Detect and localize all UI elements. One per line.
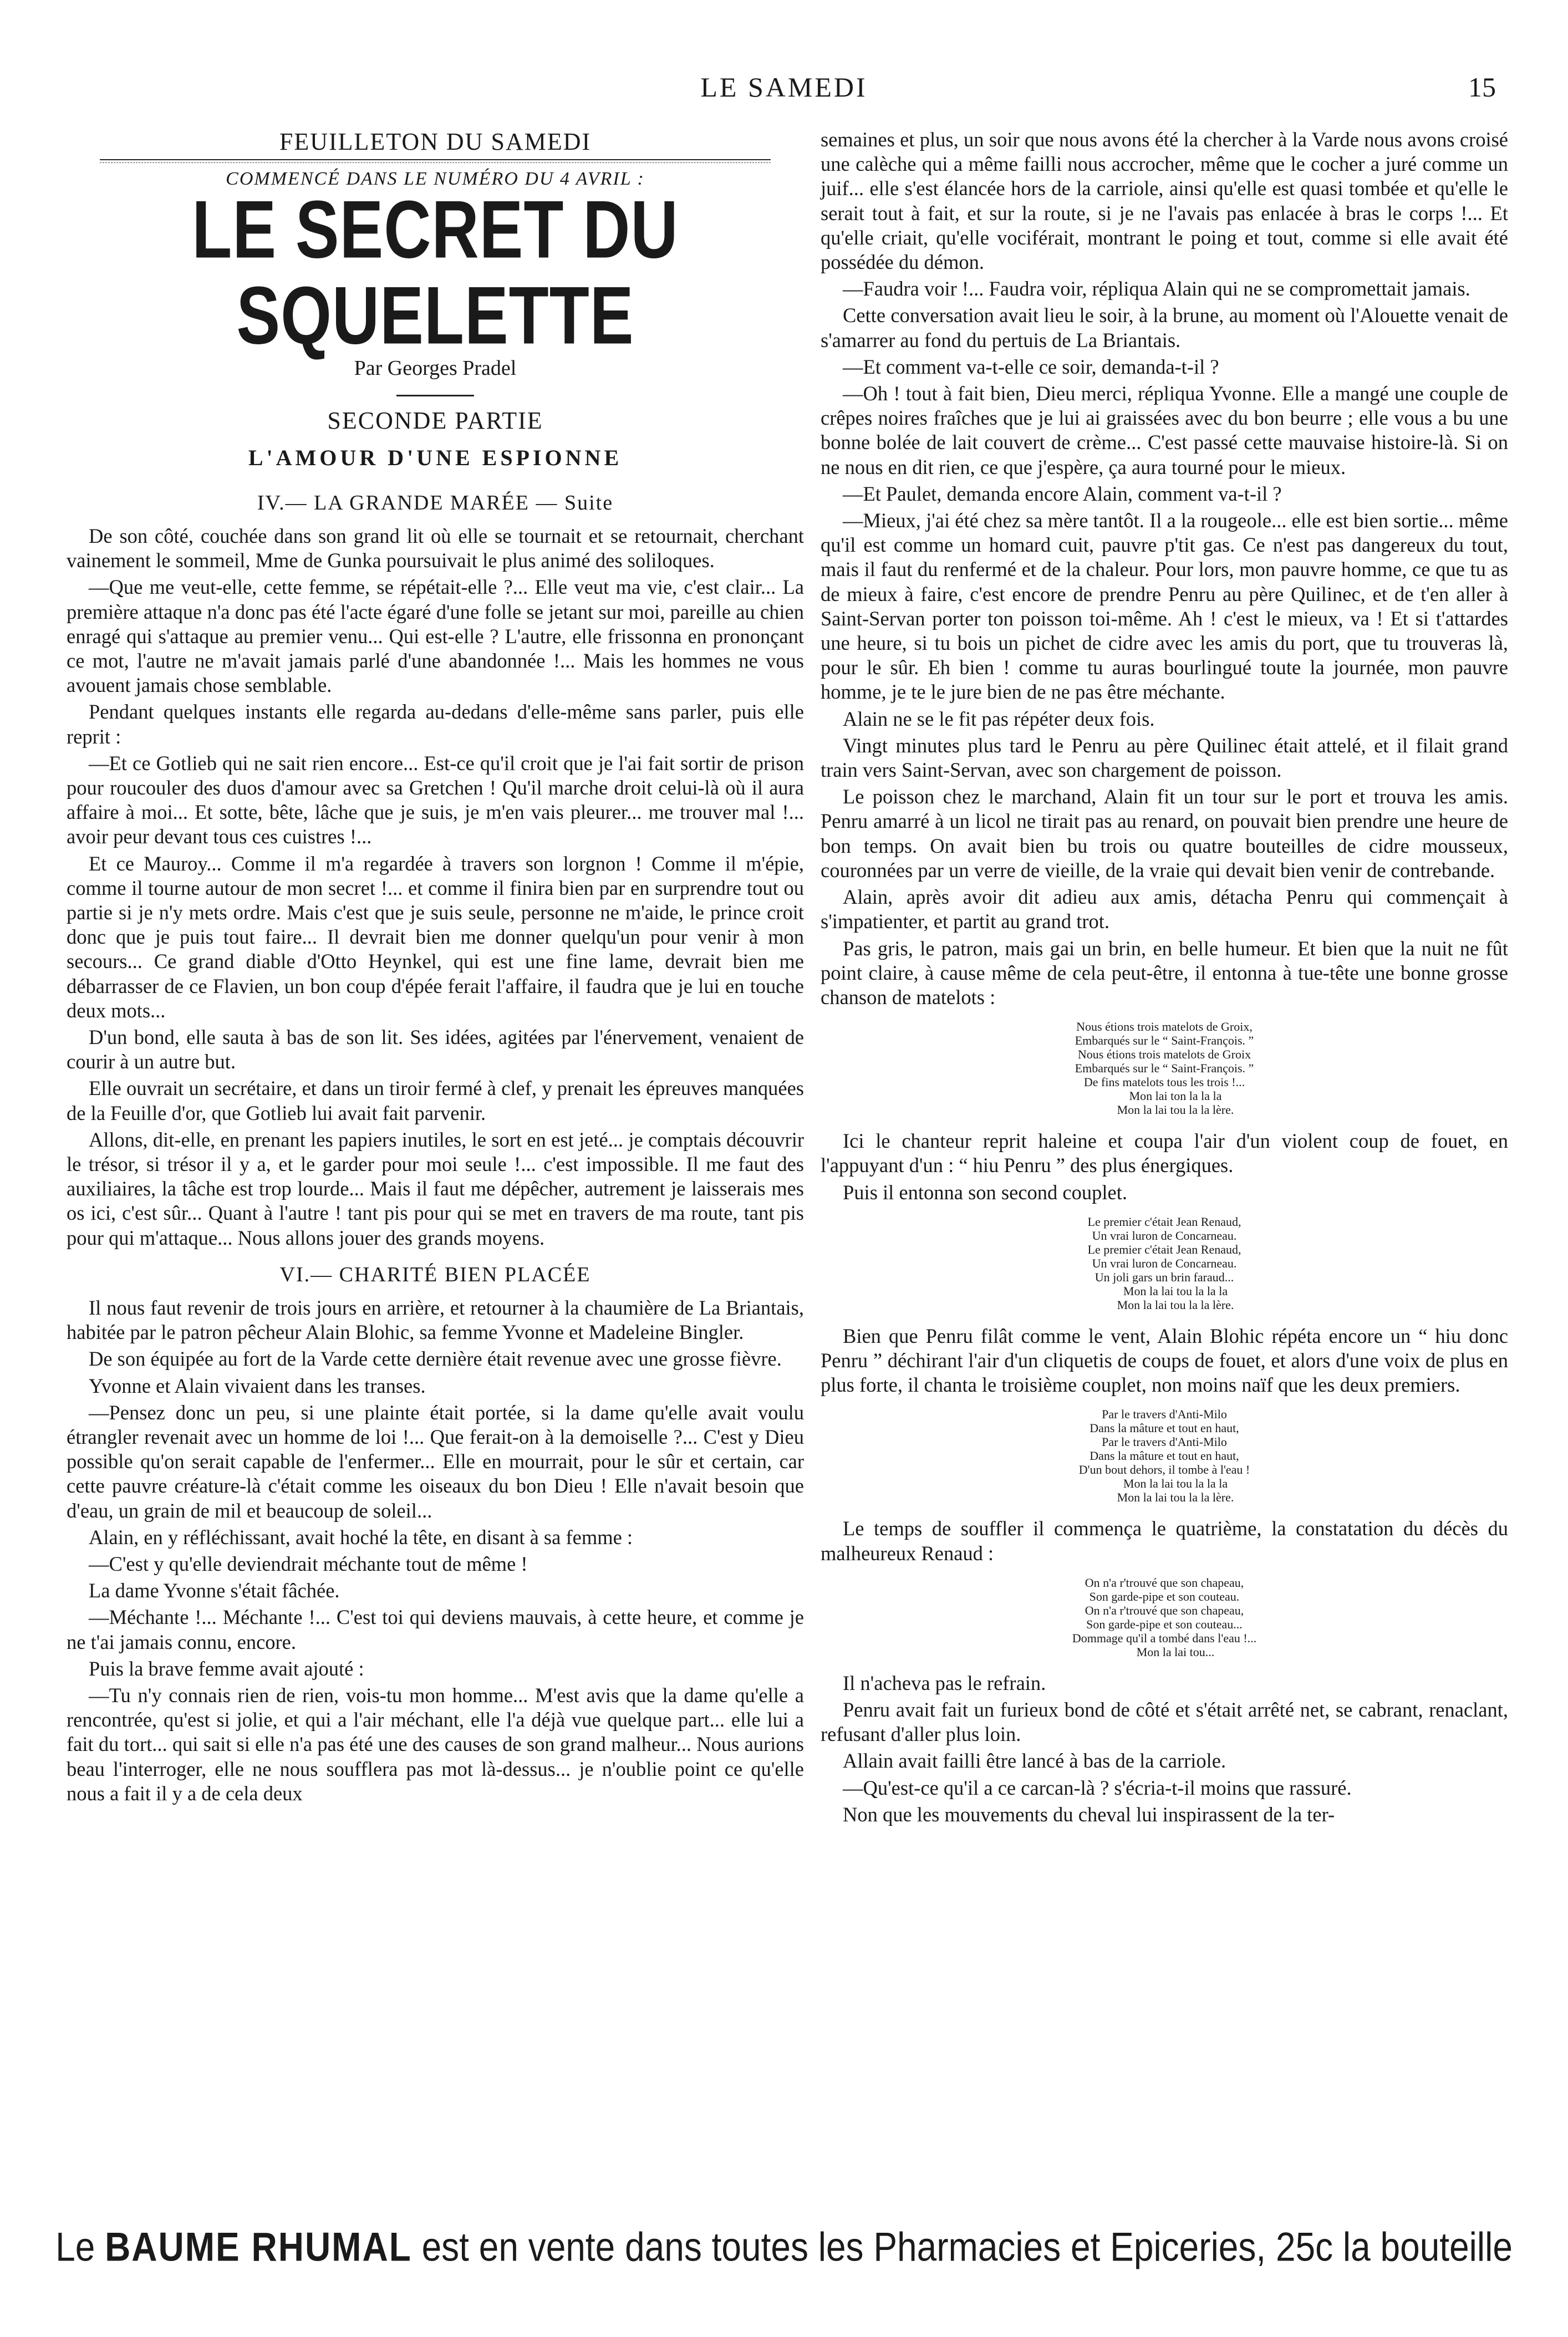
paragraph: D'un bond, elle sauta à bas de son lit. Ses idées, agitées par l'énervement, venaient de courir à un autre but. <box>67 1026 804 1073</box>
song-verse-4 <box>821 1576 1508 1659</box>
song-line: Nous étions trois matelots de Groix <box>1077 1047 1251 1062</box>
paragraph: —Mieux, j'ai été chez sa mère tantôt. Il a la rougeole... elle est bien sortie... même qu'il est comme un homard cuit, pauvre p'tit gas. Ce n'est pas dangereux du tout, mais il faut du renfermé et de la chaleur. Pour lors, mon pauvre homme, ce que tu as de mieux à faire, c'est encore de prendre Penru au père Quilinec, et de t'en aller à Saint-Servan porter ton poisson toi-même. Ah ! c'est le mieux, va ! Et si t'attardes une heure, si tu bois un pichet de cidre avec les amis du port, que tu trouveras là, pour le sûr. Eh bien ! comme tu auras bourlingué toute la journée, mon pauvre homme, je te le jure bien de ne pas être méchante. <box>821 509 1508 704</box>
paragraph: Le poisson chez le marchand, Alain fit un tour sur le port et trouva les amis. Penru amarré à un licol ne tirait pas au renard, on pouvait bien prendre une heure de bon temps. On avait bien bu trois ou quatre bouteilles de cidre mousseux, couronnées par un verre de vieille, de la vraie qui devait bien venir de contrebande. <box>821 785 1508 882</box>
paragraph: —Oh ! tout à fait bien, Dieu merci, répliqua Yvonne. Elle a mangé une couple de crêpes noires fraîches que je lui ai graissées avec du bon beurre ; elle vous a bu une bonne bolée de lait couvert de crème... C'est passé cette mauvaise histoire-là. Si on ne nous en dit rien, ce que j'espère, ça aura tourné pour le mieux. <box>821 382 1508 478</box>
right-text-block-4 <box>821 1516 1508 1565</box>
song-line: Mon lai ton la la la <box>1129 1089 1222 1103</box>
song-line: Mon la lai tou la la lère. <box>1117 1297 1234 1312</box>
paragraph: Puis la brave femme avait ajouté : <box>89 1657 364 1680</box>
song-line: On n'a r'trouvé que son chapeau, <box>1085 1603 1244 1617</box>
paragraph: Allons, dit-elle, en prenant les papiers inutiles, le sort en est jeté... je comptais découvrir le trésor, si trésor il y a, et le garder pour moi seule !... c'est impossible. Il me faut des auxiliaires, la tâche est trop lourde... Mais il faut me dépêcher, autrement je laisserais mes os ici, c'est sûr... Quant à l'autre ! tant pis pour qui se met en travers de ma route, tant pis pour qui m'attaque... Nous allons jouer des grands moyens. <box>67 1128 804 1249</box>
paragraph: Ici le chanteur reprit haleine et coupa l'air d'un violent coup de fouet, en l'appuyant d'un : “ hiu Penru ” des plus énergiques. <box>821 1129 1508 1177</box>
paragraph: Penru avait fait un furieux bond de côté et s'était arrêté net, se cabrant, renaclant, refusant d'aller plus loin. <box>821 1698 1508 1746</box>
paragraph: La dame Yvonne s'était fâchée. <box>89 1579 340 1602</box>
paragraph: —Pensez donc un peu, si une plainte était portée, si la dame qu'elle avait voulu étrangler revenait avec un homme de loi !... Que ferait-on à la demoiselle ?... C'est y Dieu possible qu'on serait capable de l'enfermer... Elle en mourrait, pour le sûr et certain, car cette pauvre créature-là c'était comme les oiseaux du bon Dieu ! Elle n'avait besoin que d'eau, un grain de mil et beaucoup de soleil... <box>67 1401 804 1522</box>
paragraph: De son équipée au fort de la Varde cette dernière était revenue avec une grosse fièvre. <box>89 1347 782 1371</box>
paragraph: —Que me veut-elle, cette femme, se répétait-elle ?... Elle veut ma vie, c'est clair... La première attaque n'a donc pas été l'acte égaré d'une folle se jetant sur moi, pareille au chien enragé qui s'attaque au premier venu... Qui est-elle ? L'autre, elle frissonna en prononçant ce mot, l'autre ne m'avait jamais parlé d'une abandonnée !... Mais les hommes ne vous avouent jamais chose semblable. <box>67 576 804 697</box>
song-line: Son garde-pipe et son couteau. <box>1089 1589 1240 1603</box>
paragraph: —Et ce Gotlieb qui ne sait rien encore... Est-ce qu'il croit que je l'ai fait sortir de prison pour roucouler des duos d'amour avec sa Gretchen ! Qu'il marche droit celui-là où il aura affaire à moi... Et sotte, bête, lâche que je suis, je m'en vais pleurer... me trouver mal !... avoir peur devant tous ces cuistres !... <box>67 751 804 848</box>
right-text-block-3 <box>821 1324 1508 1398</box>
running-title: LE SAMEDI <box>700 72 868 103</box>
paragraph: Cette conversation avait lieu le soir, à la brune, au moment où l'Alouette venait de s'amarrer au fond du pertuis de La Briantais. <box>821 304 1508 352</box>
song-line: Un vrai luron de Concarneau. <box>1092 1256 1237 1270</box>
song-line: Nous étions trois matelots de Groix, <box>1076 1020 1253 1034</box>
right-text-block-2 <box>821 1129 1508 1205</box>
paragraph: Elle ouvrait un secrétaire, et dans un tiroir fermé à clef, y prenait les épreuves manquées de la Feuille d'or, que Gotlieb lui avait fait parvenir. <box>67 1077 804 1124</box>
paragraph: —Et Paulet, demanda encore Alain, comment va-t-il ? <box>843 482 1282 505</box>
song-line: De fins matelots tous les trois !... <box>1083 1075 1245 1089</box>
song-line: Mon la lai tou... <box>1136 1644 1215 1659</box>
right-column <box>821 128 1508 1829</box>
paragraph: —Et comment va-t-elle ce soir, demanda-t-il ? <box>843 355 1219 378</box>
page-number: 15 <box>1468 72 1496 103</box>
song-line: Embarqués sur le “ Saint-François. ” <box>1075 1033 1254 1048</box>
part-heading: SECONDE PARTIE <box>327 407 543 434</box>
commence-note: COMMENCÉ DANS LE NUMÉRO DU 4 AVRIL : <box>226 169 645 189</box>
paragraph: —Méchante !... Méchante !... C'est toi qui deviens mauvais, à cette heure, et comme je ne t'ai jamais connu, encore. <box>67 1606 804 1653</box>
feuilleton-heading: FEUILLETON DU SAMEDI <box>279 128 592 155</box>
song-line: D'un bout dehors, il tombe à l'eau ! <box>1078 1463 1250 1477</box>
heading-rule <box>100 159 771 163</box>
ad-text: est en vente dans toutes les Pharmacies et Epiceries, 25c la bouteille <box>421 2223 1513 2270</box>
song-line: Dommage qu'il a tombé dans l'eau !... <box>1072 1631 1257 1645</box>
paragraph: semaines et plus, un soir que nous avons été la chercher à la Varde nous avons croisé une calèche qui a même failli nous accrocher, même que le cocher a juré comme un juif... elle s'est élancée hors de la carriole, ainsi qu'elle est quasi tombée et qu'elle le serait tout à fait, et sur la route, si je ne l'avais pas enlacée à bras le corps !... Et qu'elle criait, qu'elle vociférait, montrant le poing et tout, comme si elle avait été possédée du démon. <box>821 128 1508 274</box>
paragraph: Et ce Mauroy... Comme il m'a regardée à travers son lorgnon ! Comme il m'épie, comme il tourne autour de mon secret !... et comme il finira bien par en surprendre tout ou partie si je n'y mets ordre. Mais c'est que je suis seule, personne ne m'aide, le prince croit donc que je puis tout faire... Il devrait bien me donner quelqu'un pour venir à mon secours... Ce grand diable d'Otto Heynkel, qui est une fine lame, devrait bien me débarrasser de ce Flavien, un bon coup d'épée ferait l'affaire, il faudra que je lui en touche deux mots... <box>67 852 804 1022</box>
left-text-block-2 <box>67 1296 804 1806</box>
right-text-block-1 <box>821 128 1508 1010</box>
paragraph: Yvonne et Alain vivaient dans les transes. <box>89 1374 426 1397</box>
song-line: Embarqués sur le “ Saint-François. ” <box>1075 1061 1254 1076</box>
song-line: Mon la lai tou la la lère. <box>1117 1490 1234 1505</box>
left-column <box>67 128 804 1808</box>
right-text-block-5 <box>821 1671 1508 1827</box>
paragraph: Allain avait failli être lancé à bas de la carriole. <box>843 1749 1226 1773</box>
song-line: On n'a r'trouvé que son chapeau, <box>1085 1575 1244 1590</box>
paragraph: Alain, en y réfléchissant, avait hoché la tête, en disant à sa femme : <box>89 1525 633 1549</box>
paragraph: De son côté, couchée dans son grand lit où elle se tournait et se retournait, cherchant vainement le sommeil, Mme de Gunka poursuivait le plus animé des soliloques. <box>67 525 804 572</box>
song-line: Par le travers d'Anti-Milo <box>1102 1435 1227 1449</box>
song-line: Un joli gars un brin faraud... <box>1094 1270 1234 1284</box>
song-line: Un vrai luron de Concarneau. <box>1092 1228 1237 1243</box>
song-verse-2 <box>821 1215 1508 1312</box>
ad-brand: BAUME RHUMAL <box>105 2223 412 2270</box>
paragraph: Alain ne se le fit pas répéter deux fois. <box>843 707 1155 730</box>
divider <box>396 395 474 396</box>
song-line: Le premier c'était Jean Renaud, <box>1087 1242 1241 1256</box>
left-text-block-1 <box>67 524 804 1250</box>
song-verse-1 <box>821 1020 1508 1117</box>
paragraph: —Qu'est-ce qu'il a ce carcan-là ? s'écria-t-il moins que rassuré. <box>843 1776 1352 1799</box>
song-line: Mon la lai tou la la la <box>1123 1476 1228 1491</box>
song-line: Mon la lai tou la la lère. <box>1117 1103 1234 1117</box>
song-line: Dans la mâture et tout en haut, <box>1090 1449 1239 1463</box>
song-line: Le premier c'était Jean Renaud, <box>1087 1214 1241 1229</box>
advertisement <box>0 2223 1568 2270</box>
paragraph: Il nous faut revenir de trois jours en arrière, et retourner à la chaumière de La Briantais, habitée par le patron pêcheur Alain Blohic, sa femme Yvonne et Madeleine Bingler. <box>67 1296 804 1344</box>
song-line: Mon la lai tou la la la <box>1123 1284 1228 1298</box>
part-subtitle: L'AMOUR D'UNE ESPIONNE <box>248 445 623 470</box>
paragraph: Puis il entonna son second couplet. <box>843 1180 1127 1204</box>
paragraph: —C'est y qu'elle deviendrait méchante tout de même ! <box>89 1552 528 1575</box>
story-title: LE SECRET DU SQUELETTE <box>192 184 679 362</box>
paragraph: Pendant quelques instants elle regarda au-dedans d'elle-même sans parler, puis elle reprit : <box>67 700 804 748</box>
paragraph: —Faudra voir !... Faudra voir, répliqua Alain qui ne se compromettait jamais. <box>843 277 1470 301</box>
paragraph: Alain, après avoir dit adieu aux amis, détacha Penru qui commençait à s'impatienter, et partit au grand trot. <box>821 885 1508 933</box>
paragraph: Il n'acheva pas le refrain. <box>843 1671 1046 1694</box>
paragraph: Le temps de souffler il commença le quatrième, la constatation du décès du malheureux Renaud : <box>821 1517 1508 1565</box>
paragraph: Pas gris, le patron, mais gai un brin, en belle humeur. Et bien que la nuit ne fût point claire, à cause même de cela peut-être, il entonna à tue-tête une bonne grosse chanson de matelots : <box>821 936 1508 1009</box>
chapter-heading-2: VI.— CHARITÉ BIEN PLACÉE <box>279 1262 591 1286</box>
paragraph: —Tu n'y connais rien de rien, vois-tu mon homme... M'est avis que la dame qu'elle a rencontrée, qu'est si jolie, et qui a l'air méchant, elle l'a déjà vue quelque part... elle lui a fait du tort... qui sait si elle n'a pas été une des causes de son grand malheur... Nous aurions beau l'interroger, elle ne nous soufflera pas mot là-dessus... je n'oublie point ce qu'elle nous a fait il y a de cela deux <box>67 1683 804 1805</box>
paragraph: Bien que Penru filât comme le vent, Alain Blohic répéta encore un “ hiu donc Penru ” déchirant l'air d'un cliquetis de coups de fouet, et alors d'une voix de plus en plus forte, il chanta le troisième couplet, non moins naïf que les deux premiers. <box>821 1324 1508 1397</box>
paragraph: Vingt minutes plus tard le Penru au père Quilinec était attelé, et il filait grand train vers Saint-Servan, avec son chargement de poisson. <box>821 734 1508 782</box>
paragraph: Non que les mouvements du cheval lui inspirassent de la ter- <box>843 1803 1335 1826</box>
song-line: Par le travers d'Anti-Milo <box>1102 1407 1227 1422</box>
chapter-heading: IV.— LA GRANDE MARÉE — Suite <box>257 491 614 515</box>
song-line: Son garde-pipe et son couteau... <box>1086 1617 1243 1631</box>
song-verse-3 <box>821 1407 1508 1504</box>
song-line: Dans la mâture et tout en haut, <box>1090 1421 1239 1435</box>
ad-prefix: Le <box>55 2223 95 2270</box>
byline: Par Georges Pradel <box>354 357 517 380</box>
